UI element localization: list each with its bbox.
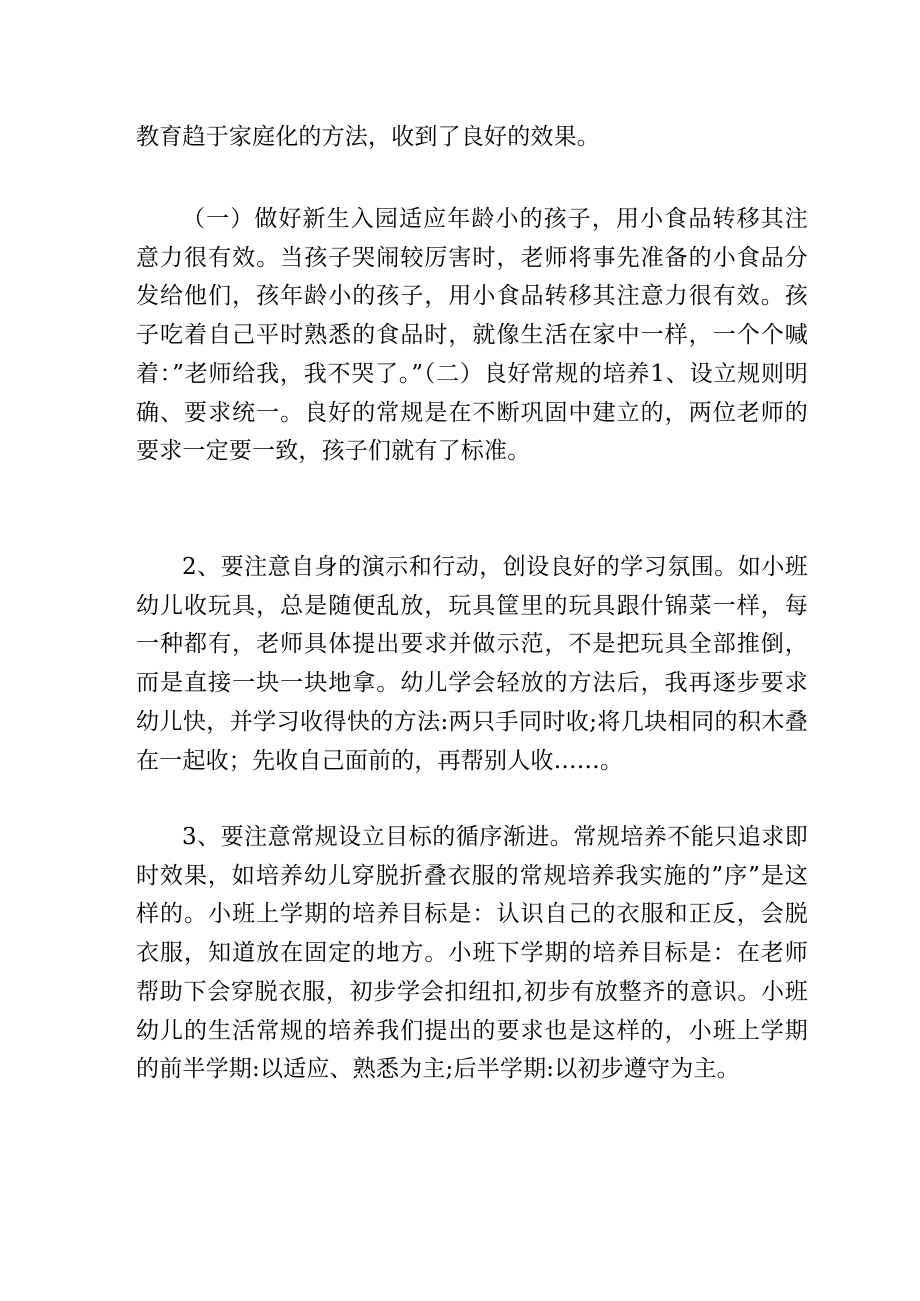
paragraph-point-two: 2、要注意自身的演示和行动，创设良好的学习氛围。如小班幼儿收玩具，总是随便乱放，玩具筐里的玩具跟什锦菜一样，每一种都有，老师具体提出要求并做示范，不是把玩具全部推倒，而是直接一块一块地拿。幼儿学会轻放的方法后，我再逐步要求幼儿快，并学习收得快的方法:两只手同时收;将几块相同的积木叠在一起收；先收自己面前的，再帮别人收……。 bbox=[136, 554, 808, 774]
paragraph-point-three: 3、要注意常规设立目标的循序渐进。常规培养不能只追求即时效果，如培养幼儿穿脱折叠衣服的常规培养我实施的”序”是这样的。小班上学期的培养目标是：认识自己的衣服和正反，会脱衣服，知道放在固定的地方。小班下学期的培养目标是：在老师帮助下会穿脱衣服，初步学会扣纽扣,初步有放整齐的意识。小班幼儿的生活常规的培养我们提出的要求也是这样的，小班上学期的前半学期:以适应、熟悉为主;后半学期:以初步遵守为主。 bbox=[136, 824, 808, 1083]
paragraph-continuation: 教育趋于家庭化的方法，收到了良好的效果。 bbox=[136, 124, 600, 150]
paragraph-section-one: （一）做好新生入园适应年龄小的孩子，用小食品转移其注意力很有效。当孩子哭闹较厉害时，老师将事先准备的小食品分发给他们，孩年龄小的孩子，用小食品转移其注意力很有效。孩子吃着自己平时熟悉的食品时，就像生活在家中一样，一个个喊着：”老师给我，我不哭了。”（二）良好常规的培养1、设立规则明确、要求统一。良好的常规是在不断巩固中建立的，两位老师的要求一定要一致，孩子们就有了标准。 bbox=[136, 206, 808, 465]
